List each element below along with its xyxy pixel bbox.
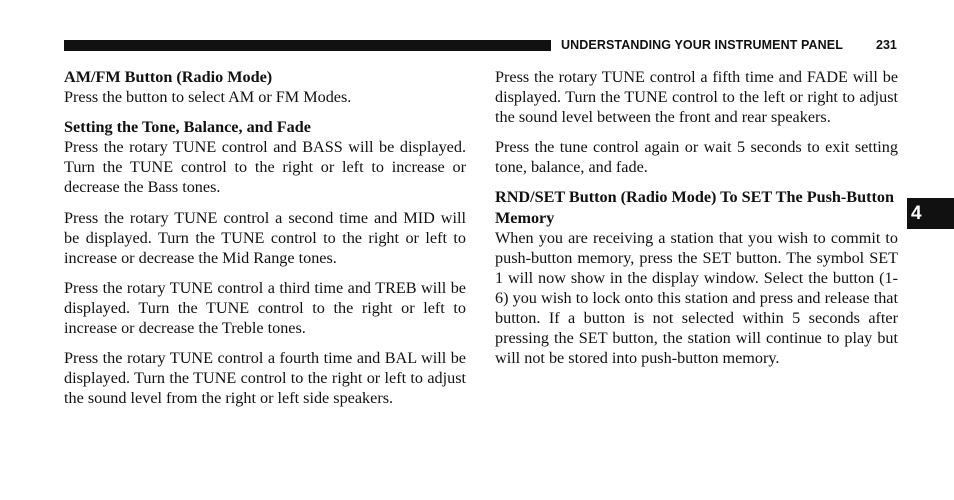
- am-fm-heading: AM/FM Button (Radio Mode): [64, 68, 273, 86]
- rnd-set-heading: RND/SET Button (Radio Mode) To SET The Push-Button Memory: [495, 188, 894, 227]
- tone-heading: Setting the Tone, Balance, and Fade: [64, 118, 311, 137]
- bal-paragraph: Press the rotary TUNE control a fourth time and BAL will be displayed. Turn the TUNE control to the right or left to adjust the sound level from the right or left side speakers.: [64, 349, 466, 408]
- header-rule: [64, 40, 551, 51]
- tone-text: Press the rotary TUNE control and BASS will be displayed. Turn the TUNE control to the right or left to increase or decrease the Bass tones.: [64, 138, 466, 197]
- exit-paragraph: Press the tune control again or wait 5 seconds to exit setting tone, balance, and fade.: [495, 138, 898, 177]
- tone-section: [64, 117, 466, 197]
- running-header-title: UNDERSTANDING YOUR INSTRUMENT PANEL: [561, 38, 843, 52]
- am-fm-section: [64, 67, 466, 107]
- right-column: [495, 67, 898, 378]
- rnd-set-section: [495, 187, 898, 368]
- chapter-tab: [907, 198, 954, 229]
- page-number: 231: [876, 38, 897, 52]
- rnd-set-text: When you are receiving a station that you wish to commit to push-button memory, press the SET button. The symbol SET 1 will now show in the display window. Select the button (1-6) you wish to lock onto this station and press and release that button. If a button is not selected within 5 seconds after pressing the SET button, the station will continue to play but will not be stored into push-button memory.: [495, 228, 898, 368]
- fade-paragraph: Press the rotary TUNE control a fifth time and FADE will be displayed. Turn the TUNE control to the left or right to adjust the sound level between the front and rear speakers.: [495, 68, 898, 127]
- chapter-tab-number: 4: [911, 203, 922, 224]
- treb-paragraph: Press the rotary TUNE control a third time and TREB will be displayed. Turn the TUNE control to the right or left to increase or decrease the Treble tones.: [64, 278, 466, 338]
- mid-paragraph: Press the rotary TUNE control a second time and MID will be displayed. Turn the TUNE control to the right or left to increase or decrease the Mid Range tones.: [64, 208, 466, 267]
- left-column: [64, 67, 466, 418]
- am-fm-text: Press the button to select AM or FM Modes.: [64, 88, 352, 107]
